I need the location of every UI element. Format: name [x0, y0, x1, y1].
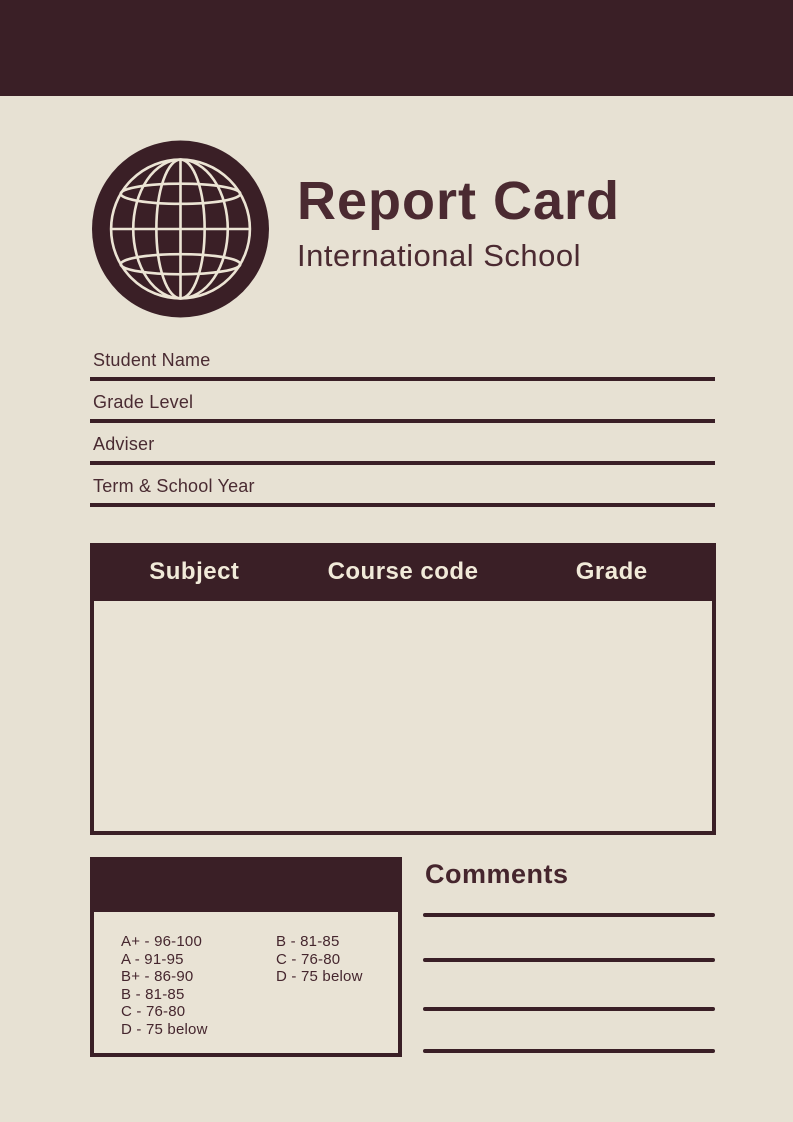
- column-header-subject: Subject: [149, 558, 240, 585]
- field-underline: [90, 503, 715, 507]
- field-student-name: [90, 350, 715, 381]
- comment-line: [423, 1007, 715, 1011]
- comment-line: [423, 958, 715, 962]
- scale-item: D - 75 below: [276, 968, 363, 985]
- grades-table-header: [90, 543, 716, 601]
- grades-table-body: [90, 601, 716, 835]
- scale-item: A+ - 96-100: [121, 933, 203, 950]
- field-term-school-year: [90, 476, 715, 507]
- scale-item: C - 76-80: [276, 950, 341, 968]
- grading-scale: [90, 857, 402, 1057]
- grading-scale-body: [90, 912, 402, 1057]
- comments-title: Comments: [425, 859, 569, 889]
- scale-item: B+ - 86-90: [121, 968, 194, 985]
- top-banner: [0, 0, 793, 96]
- field-label: Adviser: [93, 434, 155, 454]
- grades-table: [90, 543, 716, 835]
- field-grade-level: [90, 392, 715, 423]
- field-underline: [90, 377, 715, 381]
- field-label: Student Name: [93, 350, 211, 370]
- comment-line: [423, 913, 715, 917]
- scale-item: D - 75 below: [121, 1020, 208, 1038]
- scale-item: A - 91-95: [121, 950, 184, 968]
- field-underline: [90, 419, 715, 423]
- brand-block: [297, 171, 621, 273]
- student-info-section: [90, 350, 715, 518]
- comment-line: [423, 1049, 715, 1053]
- scale-item: B - 81-85: [121, 985, 185, 1003]
- scale-item: C - 76-80: [121, 1003, 186, 1020]
- page-title: Report Card: [297, 171, 621, 231]
- scale-item: B - 81-85: [276, 933, 340, 950]
- field-label: Term & School Year: [93, 476, 255, 496]
- grading-scale-left-column: [121, 933, 276, 1053]
- field-adviser: [90, 434, 715, 465]
- field-underline: [90, 461, 715, 465]
- column-header-grade: Grade: [575, 558, 648, 585]
- field-label: Grade Level: [93, 392, 194, 412]
- grading-scale-right-column: [276, 933, 363, 1053]
- column-header-course-code: Course code: [327, 558, 479, 585]
- globe-icon: [92, 140, 269, 318]
- grading-scale-header: [90, 857, 402, 912]
- school-name: International School: [297, 238, 582, 273]
